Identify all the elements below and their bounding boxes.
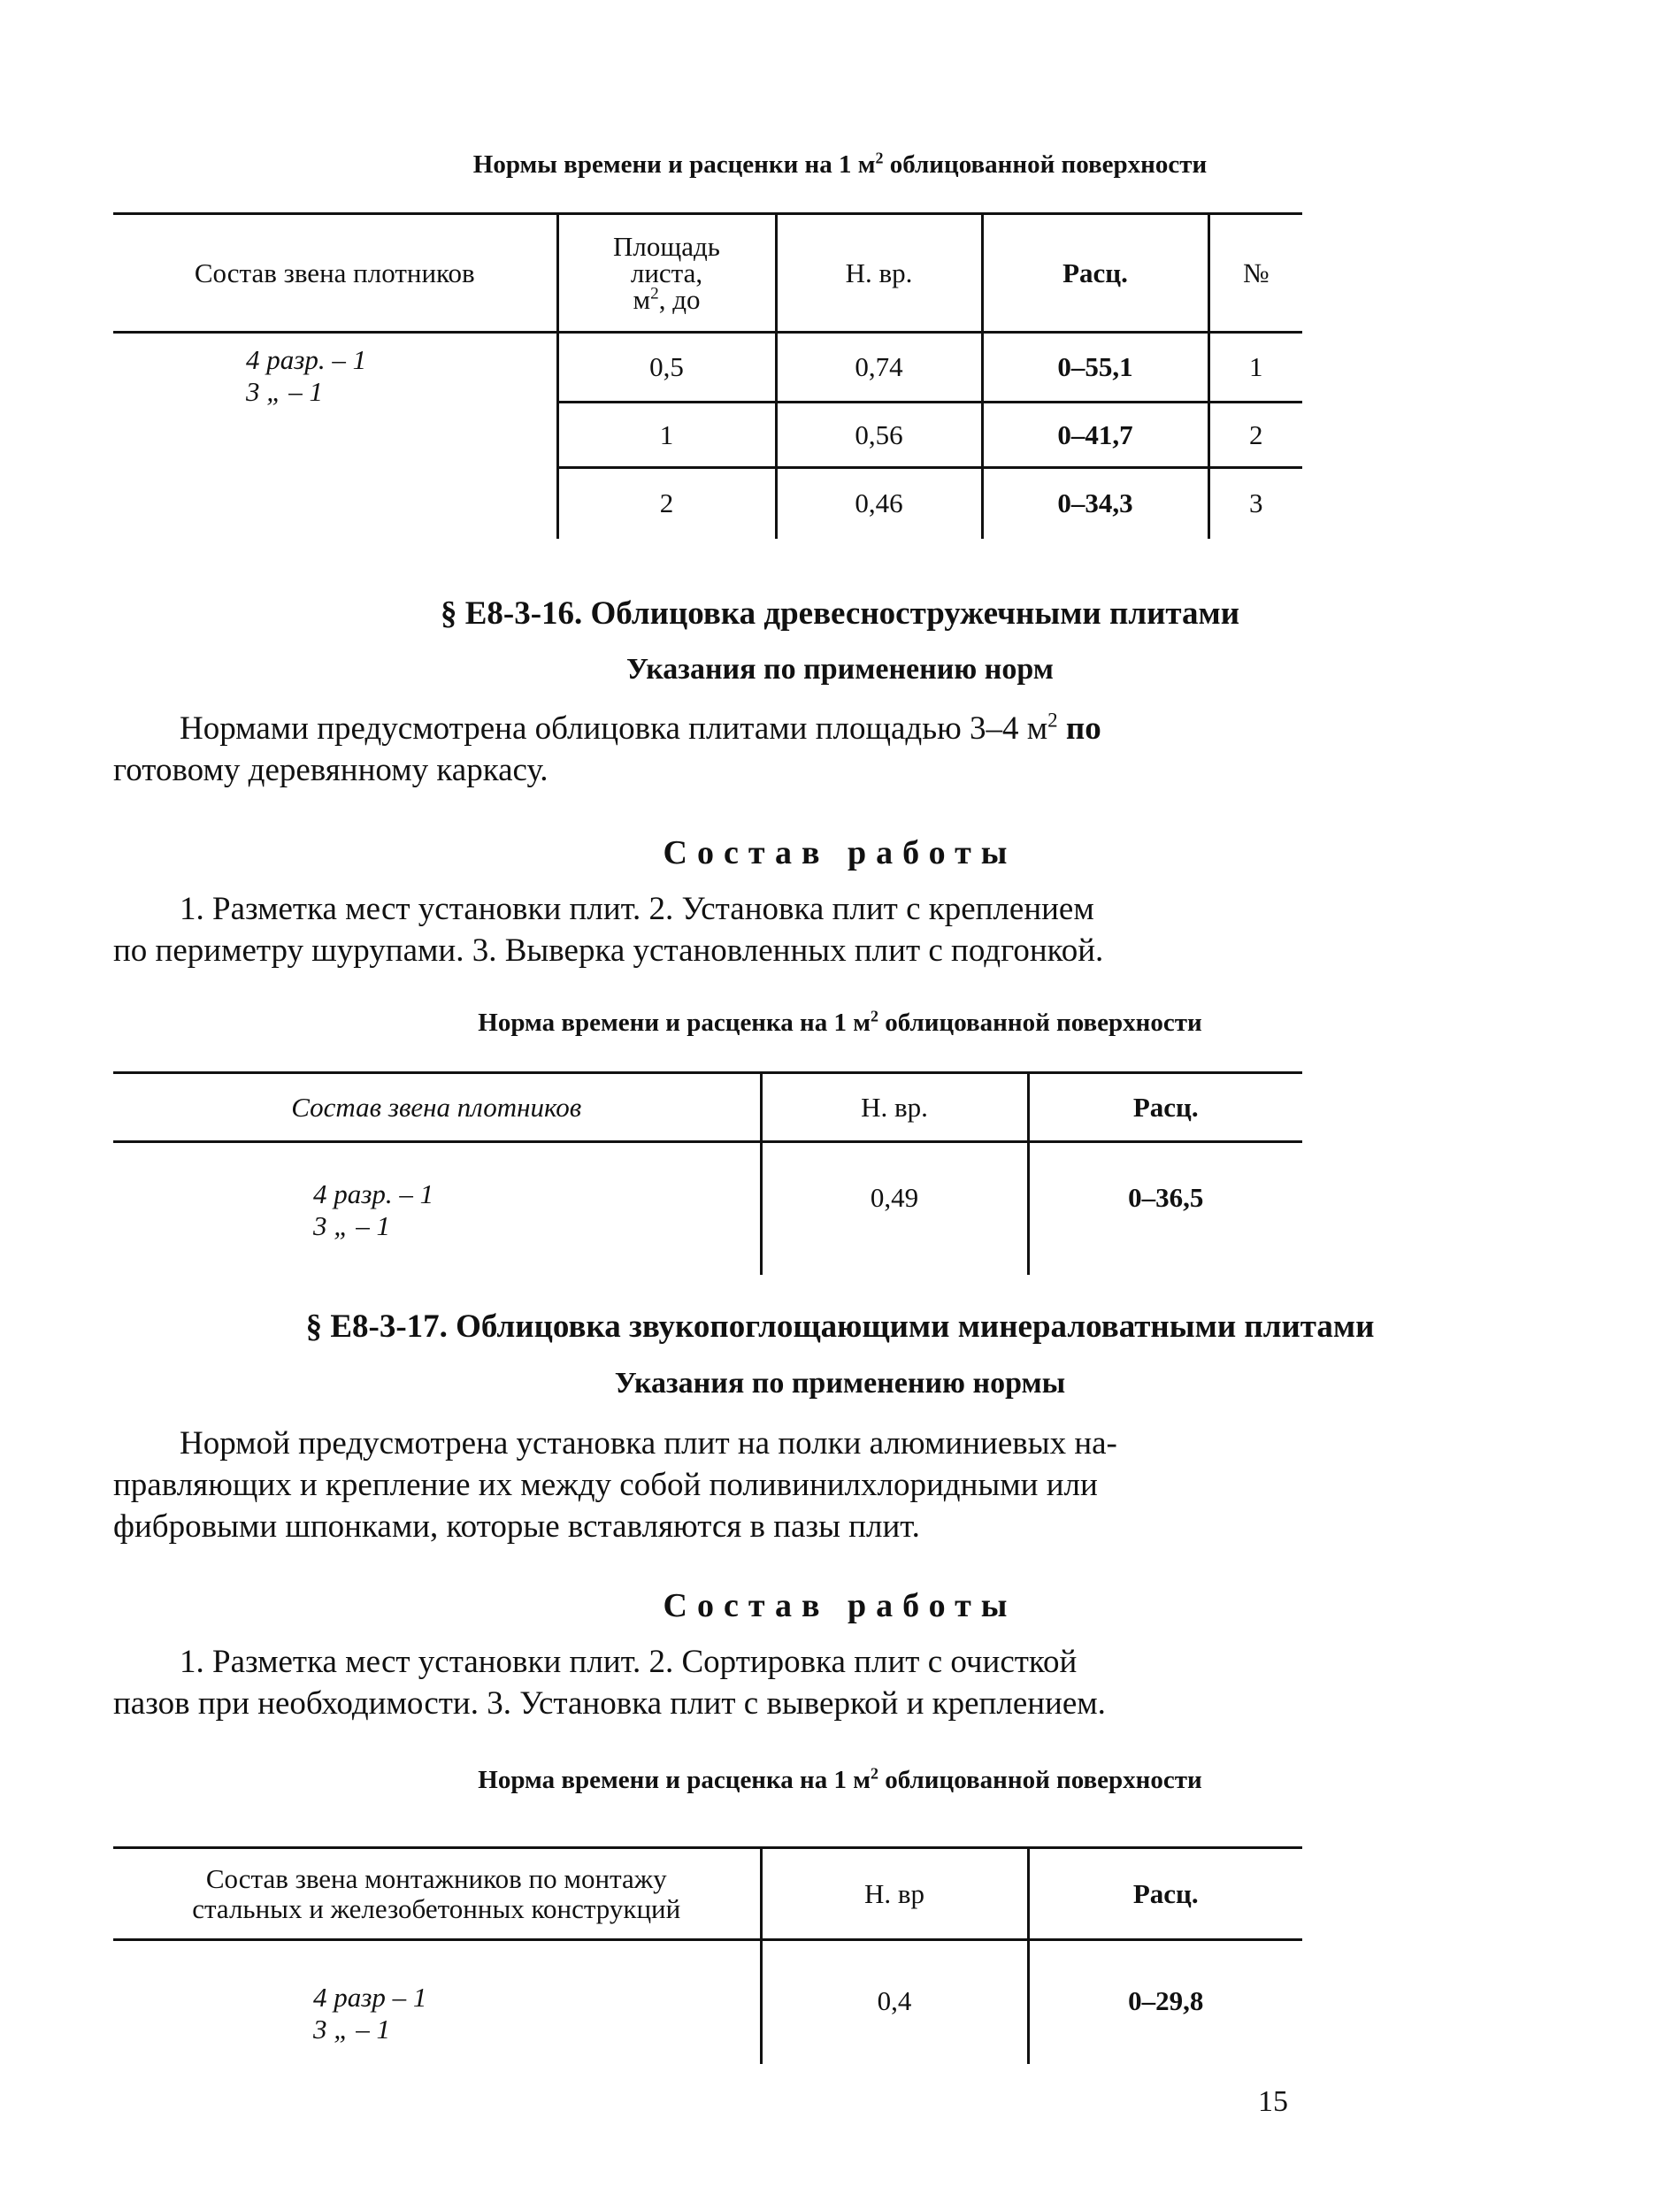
crew-line: 4 разр. – 1: [246, 344, 367, 375]
header-rate: Расц.: [1028, 1073, 1302, 1142]
norms-table-2: [113, 1071, 1302, 1275]
work-heading: Состав работы: [663, 834, 1017, 871]
superscript: 2: [871, 1764, 878, 1783]
table-header-row: [113, 214, 1302, 333]
caption-text: облицованной поверхности: [878, 1009, 1202, 1037]
work-paragraph: [113, 888, 1302, 971]
cell-time: 0,56: [776, 403, 982, 468]
work-heading: Состав работы: [663, 1587, 1017, 1624]
cell-rate: 0–36,5: [1028, 1142, 1302, 1275]
cell-area: 2: [557, 468, 776, 539]
paragraph-line: готовому деревянному каркасу.: [113, 752, 548, 788]
header-crew: Состав звена плотников: [113, 214, 557, 333]
crew-line: 4 разр. – 1: [313, 1178, 434, 1209]
work-paragraph: [113, 1641, 1302, 1724]
page-number: 15: [1258, 2085, 1288, 2118]
crew-line: 3 „ – 1: [313, 2014, 390, 2045]
caption-text: Норма времени и расценка на 1 м: [478, 1766, 871, 1794]
paragraph-line: пазов при необходимости. 3. Установка плит с выверкой и креплением.: [113, 1685, 1106, 1722]
cell-rate: 0–34,3: [982, 468, 1208, 539]
table-row: [113, 333, 1302, 403]
table-row: [113, 1940, 1302, 2064]
header-crew-line: стальных и железобетонных конструкций: [192, 1892, 681, 1924]
crew-cell: [113, 1940, 761, 2064]
cell-rate: 0–55,1: [982, 333, 1208, 403]
cell-time: 0,49: [761, 1142, 1028, 1275]
header-area-line: листа,: [630, 257, 703, 288]
header-rate: Расц.: [1028, 1848, 1302, 1940]
table-header-row: [113, 1848, 1302, 1940]
section-paragraph: [113, 1423, 1302, 1547]
header-crew: [113, 1848, 761, 1940]
section-title: § Е8-3-16. Облицовка древесностружечными плитами: [440, 595, 1240, 632]
paragraph-line: правляющих и крепление их между собой поливинилхлоридными или: [113, 1467, 1098, 1503]
crew-cell: [113, 333, 557, 539]
table1-caption: [0, 150, 1680, 180]
header-area-line: Площадь: [613, 230, 720, 262]
norms-table-1: [113, 212, 1302, 539]
table3-caption: [0, 1766, 1680, 1795]
paragraph-line: 1. Разметка мест установки плит. 2. Сортировка плит с очисткой: [180, 1644, 1078, 1680]
cell-rate: 0–41,7: [982, 403, 1208, 468]
cell-number: 1: [1208, 333, 1302, 403]
crew-line: 3 „ – 1: [246, 376, 323, 407]
cell-time: 0,46: [776, 468, 982, 539]
crew-line: 4 разр – 1: [313, 1982, 427, 2013]
section-title: § Е8-3-17. Облицовка звукопоглощающими минераловатными плитами: [305, 1308, 1375, 1345]
cell-time: 0,4: [761, 1940, 1028, 2064]
caption-text: Норма времени и расценка на 1 м: [478, 1009, 871, 1037]
table-header-row: [113, 1073, 1302, 1142]
norms-table-3: [113, 1846, 1302, 2064]
superscript: 2: [871, 1007, 878, 1025]
cell-number: 3: [1208, 468, 1302, 539]
header-area: [557, 214, 776, 333]
header-crew: Состав звена плотников: [113, 1073, 761, 1142]
header-number: №: [1208, 214, 1302, 333]
caption-text: облицованной поверхности: [883, 150, 1208, 179]
cell-area: 1: [557, 403, 776, 468]
cell-area: 0,5: [557, 333, 776, 403]
paragraph-line: по периметру шурупами. 3. Выверка установленных плит с подгонкой.: [113, 932, 1104, 969]
caption-text: облицованной поверхности: [878, 1766, 1202, 1794]
header-time: Н. вр.: [761, 1073, 1028, 1142]
cell-number: 2: [1208, 403, 1302, 468]
cell-rate: 0–29,8: [1028, 1940, 1302, 2064]
section-subtitle: Указания по применению норм: [626, 653, 1054, 686]
cell-time: 0,74: [776, 333, 982, 403]
paragraph-line: фибровыми шпонками, которые вставляются в пазы плит.: [113, 1508, 920, 1545]
section-paragraph: [113, 708, 1302, 791]
header-area-line: $м^2$, до: [633, 283, 701, 315]
section-subtitle: Указания по применению нормы: [614, 1367, 1066, 1400]
header-time: Н. вр.: [776, 214, 982, 333]
crew-line: 3 „ – 1: [313, 1210, 390, 1241]
table2-caption: [0, 1009, 1680, 1038]
paragraph-line: Нормой предусмотрена установка плит на полки алюминиевых на-: [180, 1425, 1117, 1462]
header-time: Н. вр: [761, 1848, 1028, 1940]
paragraph-line: 1. Разметка мест установки плит. 2. Установка плит с креплением: [180, 891, 1094, 927]
header-crew-line: Состав звена монтажников по монтажу: [205, 1862, 667, 1894]
crew-cell: [113, 1142, 761, 1275]
header-rate: Расц.: [982, 214, 1208, 333]
table-row: [113, 1142, 1302, 1275]
caption-text: Нормы времени и расценки на 1 м: [472, 150, 876, 179]
paragraph-line: Нормами предусмотрена облицовка плитами площадью 3–4 $м^2$ по: [180, 709, 1101, 747]
superscript: 2: [875, 149, 884, 167]
